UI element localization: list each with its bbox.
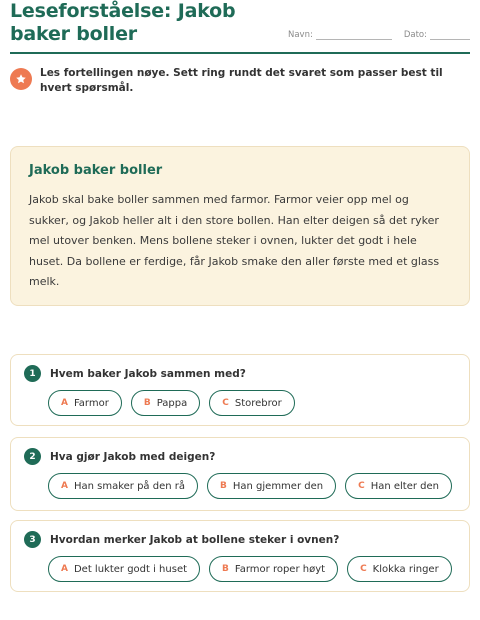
question-2 bbox=[10, 437, 470, 511]
option-letter: A bbox=[61, 481, 68, 491]
date-field[interactable] bbox=[404, 30, 470, 40]
worksheet-header bbox=[10, 0, 470, 54]
question-text: Hva gjør Jakob med deigen? bbox=[50, 450, 216, 463]
question-number: 1 bbox=[24, 365, 41, 382]
option-text: Han gjemmer den bbox=[232, 480, 324, 492]
option-text: Storebror bbox=[234, 397, 282, 409]
option-text: Han smaker på den rå bbox=[73, 480, 185, 492]
answer-option-b[interactable] bbox=[131, 390, 200, 416]
answer-options bbox=[48, 556, 461, 582]
option-text: Det lukter godt i huset bbox=[73, 563, 188, 575]
name-field[interactable] bbox=[288, 30, 404, 40]
option-letter: B bbox=[143, 398, 151, 408]
instruction-text: Les fortellingen nøye. Sett ring rundt det svaret som passer best til hvert spørsmål. bbox=[40, 67, 443, 94]
question-header bbox=[24, 531, 339, 548]
question-header bbox=[24, 448, 215, 465]
question-number: 2 bbox=[24, 448, 41, 465]
answer-options bbox=[48, 390, 304, 416]
date-label: Dato: bbox=[403, 30, 427, 40]
answer-option-c[interactable] bbox=[345, 473, 452, 499]
story-text: Jakob skal bake boller sammen med farmor. Farmor veier opp mel og sukker, og Jakob heller alt i den store bollen. Han elter deigen så det ryker mel utover benken. Mens bollene steker i ovnen, lukter det godt i hele huset. Da bollene er ferdige, får Jakob smake den aller første med et glass melk. bbox=[29, 193, 440, 288]
star-icon-svg bbox=[15, 73, 27, 85]
question-header bbox=[24, 365, 246, 382]
question-1 bbox=[10, 354, 470, 426]
option-text: Farmor bbox=[73, 397, 109, 409]
question-3 bbox=[10, 520, 470, 592]
option-letter: A bbox=[61, 398, 68, 408]
story-box bbox=[10, 146, 470, 306]
option-letter: C bbox=[222, 398, 229, 408]
answer-option-a[interactable] bbox=[48, 556, 200, 582]
name-date-fields bbox=[288, 30, 470, 40]
option-text: Pappa bbox=[156, 397, 188, 409]
answer-option-c[interactable] bbox=[347, 556, 452, 582]
answer-options bbox=[48, 473, 461, 499]
date-line[interactable] bbox=[430, 32, 470, 40]
name-line[interactable] bbox=[316, 32, 392, 40]
question-text: Hvordan merker Jakob at bollene steker i ovnen? bbox=[50, 533, 340, 546]
option-text: Klokka ringer bbox=[372, 563, 439, 575]
answer-option-a[interactable] bbox=[48, 473, 198, 499]
story-title: Jakob baker boller bbox=[29, 163, 163, 178]
option-letter: C bbox=[360, 564, 367, 574]
page-title: Leseforståelse: Jakob baker boller bbox=[10, 0, 236, 45]
option-letter: B bbox=[220, 481, 227, 491]
answer-option-b[interactable] bbox=[209, 556, 338, 582]
option-text: Farmor roper høyt bbox=[234, 563, 326, 575]
question-number: 3 bbox=[24, 531, 41, 548]
option-letter: A bbox=[61, 564, 68, 574]
star-icon bbox=[10, 68, 32, 90]
option-text: Han elter den bbox=[370, 480, 439, 492]
answer-option-a[interactable] bbox=[48, 390, 122, 416]
answer-option-c[interactable] bbox=[209, 390, 295, 416]
option-letter: C bbox=[358, 481, 365, 491]
question-text: Hvem baker Jakob sammen med? bbox=[50, 367, 246, 380]
name-label: Navn: bbox=[287, 30, 313, 40]
answer-option-b[interactable] bbox=[207, 473, 336, 499]
option-letter: B bbox=[222, 564, 229, 574]
instruction bbox=[10, 66, 470, 96]
